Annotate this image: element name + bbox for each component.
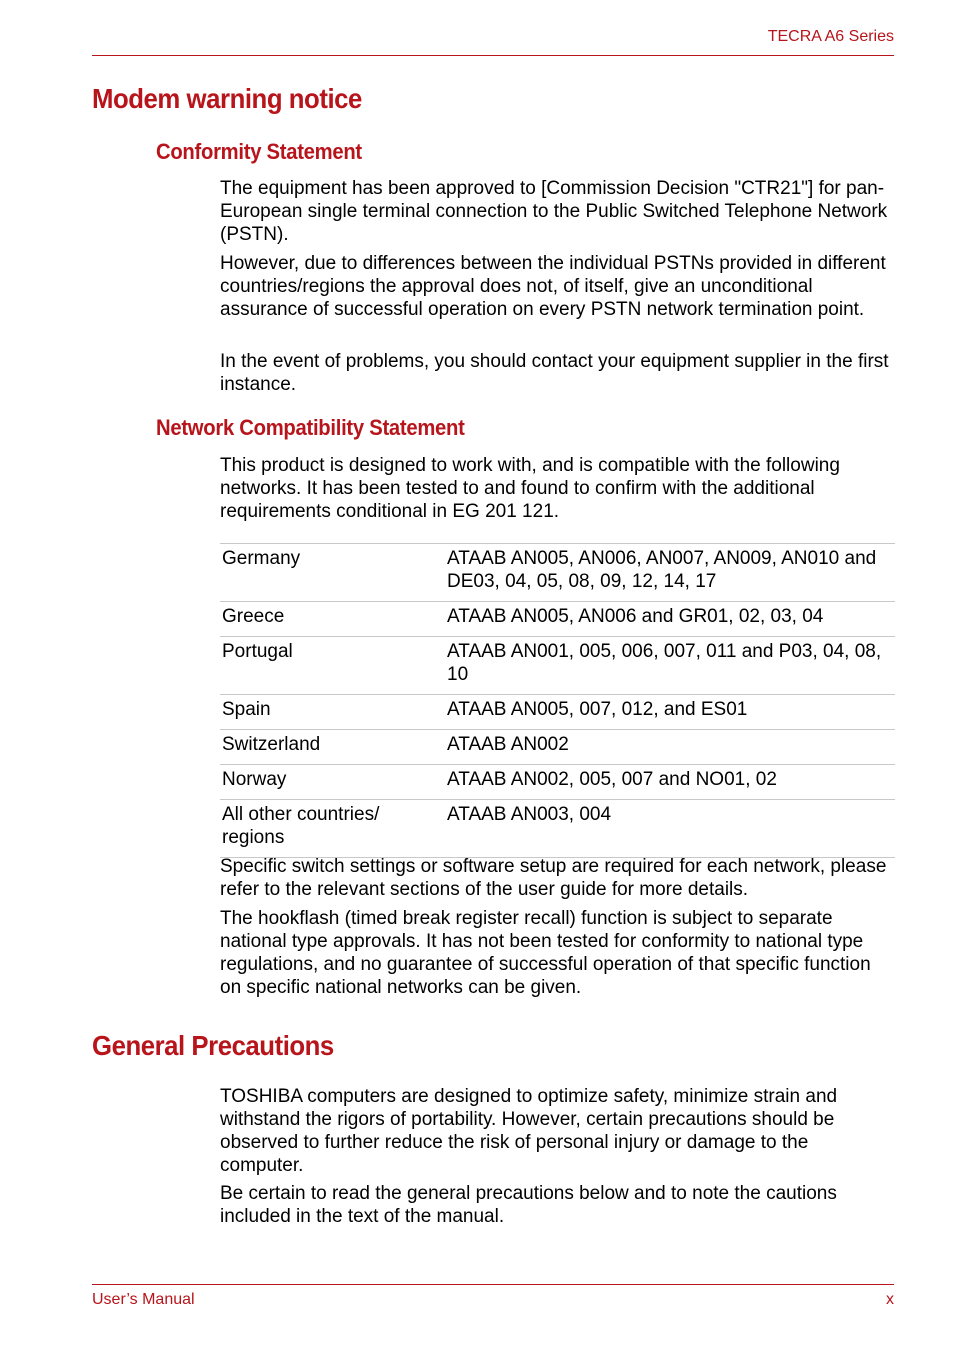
precautions-paragraph-1: TOSHIBA computers are designed to optimize safety, minimize strain and withstand the rigors of portability. However, certain precautions should be observed to further reduce the risk of personal injury or damage to the computer. <box>220 1086 838 1176</box>
page-number: x <box>886 1291 894 1308</box>
country-cell: Greece <box>220 602 445 637</box>
table-row <box>220 695 895 730</box>
networks-cell: ATAAB AN003, 004 <box>445 800 895 858</box>
network-compatibility-table <box>220 543 895 858</box>
networks-cell: ATAAB AN001, 005, 006, 007, 011 and P03, 04, 08, 10 <box>445 637 895 695</box>
table-row <box>220 637 895 695</box>
table-row <box>220 800 895 858</box>
conformity-paragraph-2: However, due to differences between the individual PSTNs provided in different countries/regions the approval does not, of itself, give an unconditional assurance of successful operation on every PSTN network termination point. <box>220 253 886 320</box>
precautions-paragraph-2: Be certain to read the general precautions below and to note the cautions included in the text of the manual. <box>220 1183 837 1227</box>
networks-cell: ATAAB AN002 <box>445 730 895 765</box>
running-header-title: TECRA A6 Series <box>767 28 894 45</box>
table-row <box>220 730 895 765</box>
networks-cell: ATAAB AN005, AN006 and GR01, 02, 03, 04 <box>445 602 895 637</box>
header-rule <box>92 55 894 56</box>
network-after-paragraph-2: The hookflash (timed break register recall) function is subject to separate national type approvals. It has not been tested for conformity to national type regulations, and no guarantee of successful operation of that specific function on specific national networks can be given. <box>220 908 871 998</box>
country-cell: Norway <box>220 765 445 800</box>
networks-cell: ATAAB AN002, 005, 007 and NO01, 02 <box>445 765 895 800</box>
table-row <box>220 602 895 637</box>
footer-manual-label: User’s Manual <box>92 1291 195 1308</box>
section-title-general-precautions: General Precautions <box>92 1030 334 1061</box>
networks-cell: ATAAB AN005, AN006, AN007, AN009, AN010 and DE03, 04, 05, 08, 09, 12, 14, 17 <box>445 544 895 602</box>
footer-rule <box>92 1284 894 1285</box>
country-cell: Switzerland <box>220 730 445 765</box>
network-intro-paragraph: This product is designed to work with, and is compatible with the following networks. It has been tested to and found to confirm with the additional requirements conditional in EG 201 121. <box>220 455 840 522</box>
country-cell: Portugal <box>220 637 445 695</box>
subheading-conformity: Conformity Statement <box>156 139 362 164</box>
network-after-paragraph-1: Specific switch settings or software setup are required for each network, please refer to the relevant sections of the user guide for more details. <box>220 856 887 900</box>
subheading-network-compatibility: Network Compatibility Statement <box>156 415 465 440</box>
section-title-modem-warning: Modem warning notice <box>92 83 362 114</box>
conformity-paragraph-1: The equipment has been approved to [Commission Decision "CTR21"] for pan- European single terminal connection to the Public Switched Telephone Network (PSTN). <box>220 178 888 245</box>
country-cell: Germany <box>220 544 445 602</box>
country-cell: All other countries/ regions <box>220 800 445 858</box>
country-cell: Spain <box>220 695 445 730</box>
table-row <box>220 765 895 800</box>
conformity-paragraph-3: In the event of problems, you should contact your equipment supplier in the first instance. <box>220 351 889 395</box>
table-row <box>220 544 895 602</box>
networks-cell: ATAAB AN005, 007, 012, and ES01 <box>445 695 895 730</box>
